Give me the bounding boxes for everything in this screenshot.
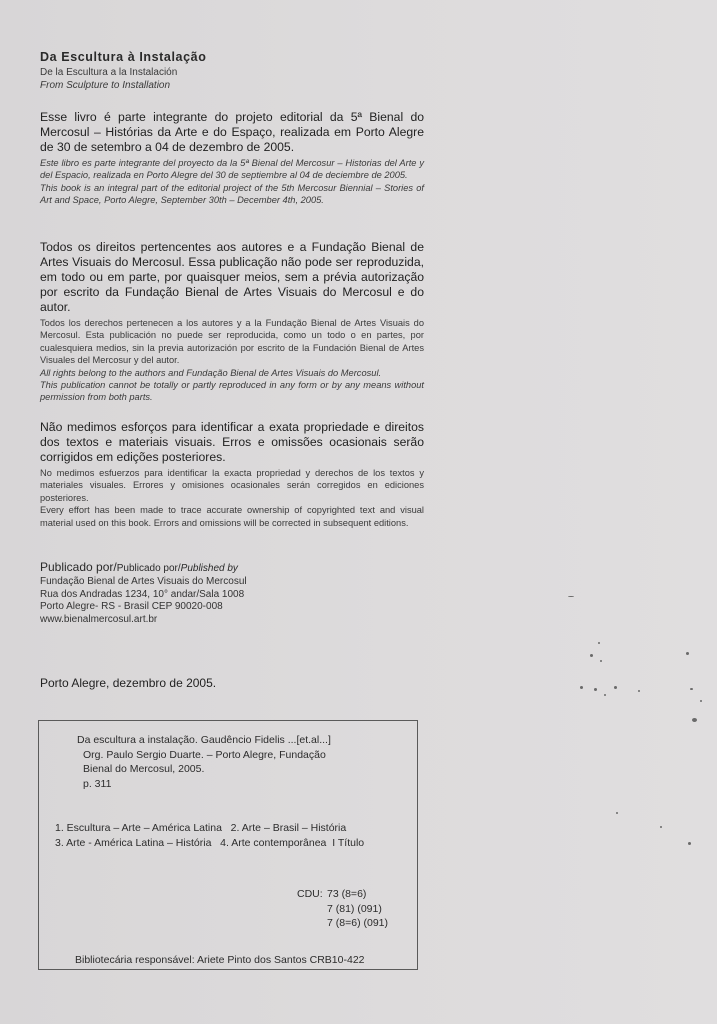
publisher-street: Rua dos Andradas 1234, 10° andar/Sala 1008 <box>40 588 245 600</box>
project-pt: Esse livro é parte integrante do projeto editorial da 5ª Bienal do Mercosul – Histórias da Arte e do Espaço, realizada em Porto Alegre de 30 de setembro a 04 de dezembro de 2005. <box>40 110 424 154</box>
place-date: Porto Alegre, dezembro de 2005. <box>40 676 217 690</box>
rights-en2: This publication cannot be totally or partly reproduced in any form or by any means without permission from both parts. <box>40 380 424 403</box>
title-pt: Da Escultura à Instalação <box>40 50 207 64</box>
paper-specks <box>560 590 710 860</box>
subjects-line2: 3. Arte - América Latina – História 4. Arte contemporânea I Título <box>55 836 365 849</box>
cdu-line3: 7 (8=6) (091) <box>327 917 388 929</box>
cdu-line2: 7 (81) (091) <box>327 902 382 915</box>
catalog-subjects <box>55 821 364 850</box>
librarian: Bibliotecária responsável: Ariete Pinto dos Santos CRB10-422 <box>75 954 365 966</box>
errors-en: Every effort has been made to trace accurate ownership of copyrighted text and visual material used on this book. Errors and omissions will be corrected in subsequent editions. <box>40 505 424 528</box>
title-block <box>40 50 424 92</box>
rights-pt: Todos os direitos pertencentes aos autores e a Fundação Bienal de Artes Visuais do Mercosul. Essa publicação não pode ser reproduzida, em todo ou em parte, por quaisquer meios, sem a prévia autorização por escrito da Fundação Bienal de Artes Visuais do Mercosul e do autor. <box>40 240 424 314</box>
publisher-label-es: Publicado por/ <box>116 563 181 574</box>
project-block <box>40 110 424 207</box>
cdu-line1: 73 (8=6) <box>327 888 367 900</box>
catalog-line1: Da escultura a instalação. Gaudêncio Fidelis ...[et.al...] <box>77 734 331 746</box>
title-es: De la Escultura a la Instalación <box>40 67 178 78</box>
catalog-card <box>38 720 418 970</box>
cdu-label: CDU: <box>297 888 323 900</box>
rights-es: Todos los derechos pertenecen a los autores y a la Fundação Bienal de Artes Visuais do Mercosul. Esta publicación no puede ser reproducida, como un todo o en partes, por cualesquiera medios, sin la previa autorización por escrito de la Fundación Bienal de Artes Visuales del Mercosur y del autor. <box>40 318 424 366</box>
project-en: This book is an integral part of the editorial project of the 5th Mercosur Biennial – Stories of Art and Space, Porto Alegre, September 30th – December 4th, 2005. <box>40 182 424 206</box>
rights-en1: All rights belong to the authors and Fundação Bienal de Artes Visuais do Mercosul. <box>40 367 382 378</box>
errors-block <box>40 420 424 529</box>
publisher-label-pt: Publicado por/ <box>40 560 117 574</box>
subjects-line1: 1. Escultura – Arte – América Latina 2. Arte – Brasil – História <box>55 822 347 834</box>
catalog-line4: p. 311 <box>83 777 112 790</box>
publisher-city: Porto Alegre- RS - Brasil CEP 90020-008 <box>40 601 223 612</box>
catalog-line3: Bienal do Mercosul, 2005. <box>83 763 205 775</box>
catalog-line2: Org. Paulo Sergio Duarte. – Porto Alegre, Fundação <box>83 748 326 761</box>
publisher-name: Fundação Bienal de Artes Visuais do Mercosul <box>40 576 247 587</box>
publisher-heading <box>40 560 424 576</box>
publisher-web: www.bienalmercosul.art.br <box>40 613 158 625</box>
errors-pt: Não medimos esforços para identificar a exata propriedade e direitos dos textos e materiais visuais. Erros e omissões ocasionais serão corrigidos em edições posteriores. <box>40 420 424 464</box>
catalog-cdu <box>297 887 388 931</box>
publisher-label-en: Published by <box>180 563 238 574</box>
project-es: Este libro es parte integrante del proyecto da la 5ª Bienal del Mercosur – Historias del Arte y del Espacio, realizada en Porto Alegre del 30 de septiembre al 04 de deciembre de 2005. <box>40 158 424 181</box>
title-en: From Sculpture to Installation <box>40 80 171 91</box>
publisher-block <box>40 560 424 626</box>
errors-es: No medimos esfuerzos para identificar la exacta propriedad y derechos de los textos y materiales visuales. Errores y omisiones ocasionales serán corregidos en ediciones posteriores. <box>40 468 424 503</box>
catalog-reference <box>77 733 331 791</box>
rights-block <box>40 240 424 404</box>
